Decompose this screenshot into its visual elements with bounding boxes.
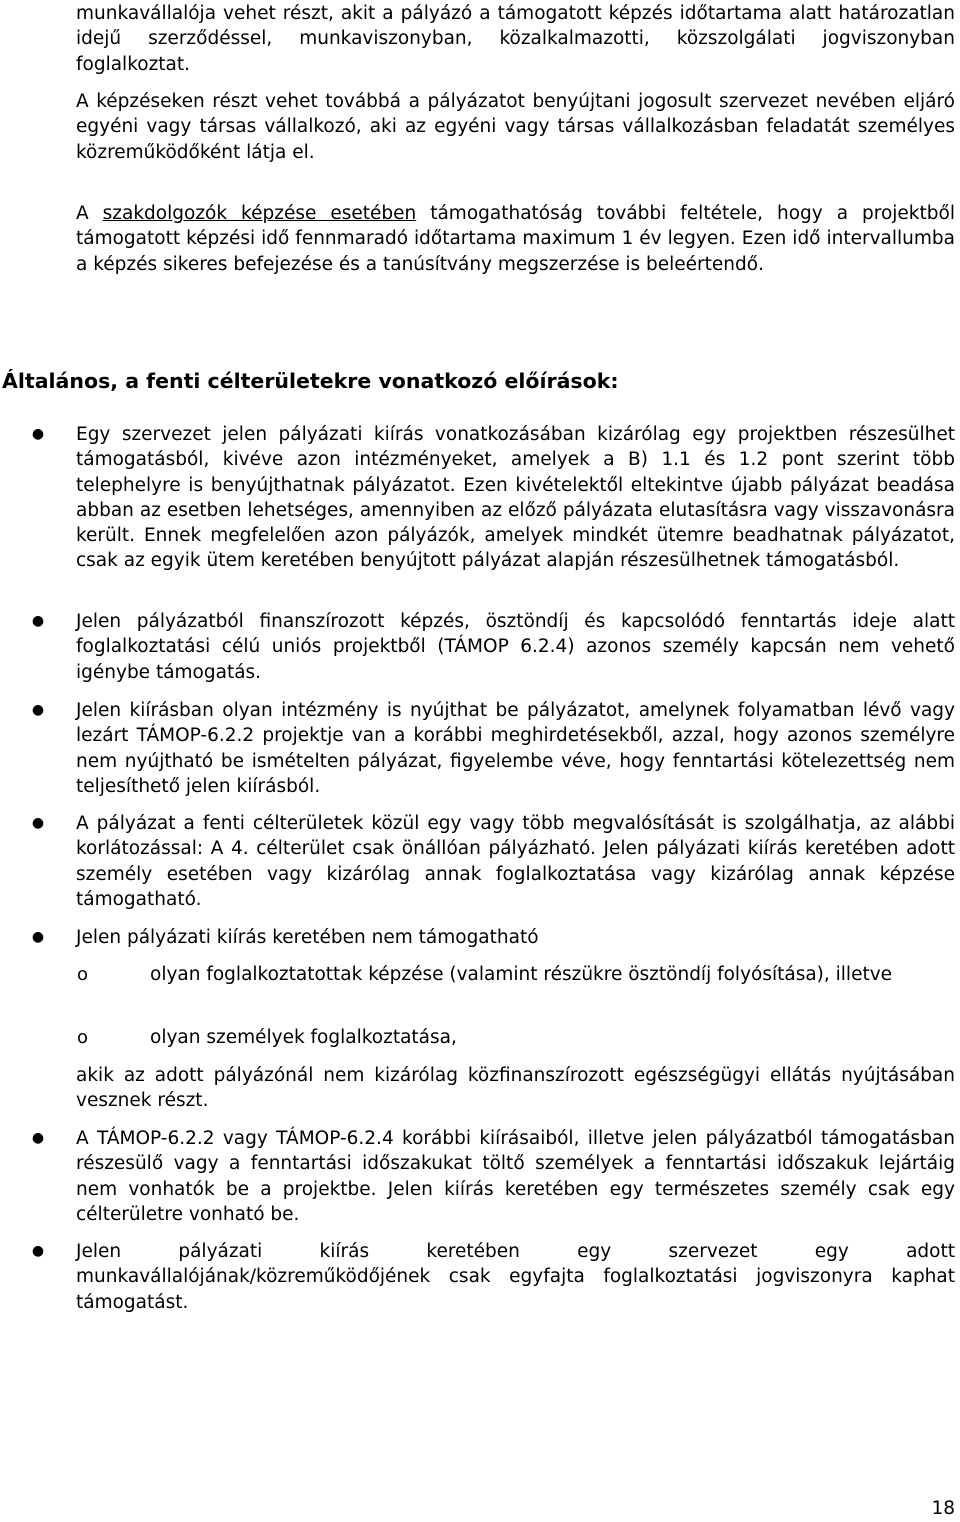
list-item xyxy=(31,925,955,950)
bullet-dot-icon: ● xyxy=(31,1243,45,1259)
sub-list-item xyxy=(77,962,955,987)
bullet-dot-icon: ● xyxy=(31,815,45,831)
page-number: 18 xyxy=(931,1498,955,1519)
sub-list-item xyxy=(77,1025,955,1050)
bullet-dot-icon: ● xyxy=(31,426,45,442)
list-item-text: A pályázat a fenti célterületek közül egy vagy több megvalósítását is szolgálhatja, az alábbi korlátozással: A 4. célterület csak önállóan pályázható. Jelen pályázati kiírás keretében adott személy esetében vagy kizárólag annak foglalkoztatása vagy kizárólag annak képzése támogatható. xyxy=(76,813,955,910)
list-item-text: Egy szervezet jelen pályázati kiírás vonatkozásában kizárólag egy projektben részesülhet támogatásból, kivéve azon intézményeket, amelyek a B) 1.1 és 1.2 pont szerint több telephelyre is benyújthatnak pályázatot. Ezen kivételektől eltekintve újabb pályázat beadása abban az esetben lehetséges, amennyiben az előző pályázata elutasításra vagy visszavonásra került. Ennek megfelelően azon pályázók, amelyek mindkét ütemre beadhatnak pályázatot, csak az egyik ütem keretében benyújtott pályázat alapján részesülhetnek támogatásból. xyxy=(76,424,955,572)
circle-bullet-icon: o xyxy=(77,1027,89,1048)
continuation-paragraph: akik az adott pályázónál nem kizárólag közfinanszírozott egészségügyi ellátás nyújtásában vesznek részt. xyxy=(76,1065,955,1112)
list-item-text: Jelen kiírásban olyan intézmény is nyújthat be pályázatot, amelynek folyamatban lévő vagy lezárt TÁMOP-6.2.2 projektje van a korábbi meghirdetésekből, azzal, hogy azonos személyre nem nyújtható be ismételten pályázat, figyelembe véve, hogy fenntartási kötelezettség nem teljesíthető jelen kiírásból. xyxy=(76,700,955,797)
list-item xyxy=(31,422,955,574)
list-item xyxy=(31,609,955,685)
paragraph-3-rest: támogathatóság további feltétele, hogy a projektből támogatott képzési idő fennmaradó időtartama maximum 1 év legyen. Ezen idő intervallumba a képzés sikeres befejezése és a tanúsítvány megszerzése is beleértendő. xyxy=(76,203,955,275)
bullet-dot-icon: ● xyxy=(31,929,45,945)
list-item-text: A TÁMOP-6.2.2 vagy TÁMOP-6.2.4 korábbi kiírásaiból, illetve jelen pályázatból támogatásban részesülő vagy a fenntartási időszakukat töltő személyek a fenntartási időszakuk lejártáig nem vonhatók be a projektbe. Jelen kiírás keretében egy természetes személy csak egy célterületre vonható be. xyxy=(76,1128,955,1225)
list-item xyxy=(31,811,955,912)
list-item xyxy=(31,698,955,799)
sub-list-item-text: olyan személyek foglalkoztatása, xyxy=(150,1027,457,1048)
sub-list-item-text: olyan foglalkoztatottak képzése (valamint részükre ösztöndíj folyósítása), illetve xyxy=(150,964,893,985)
intro-paragraph-1: munkavállalója vehet részt, akit a pályázó a támogatott képzés időtartama alatt határozatlan idejű szerződéssel, munkaviszonyban, közalkalmazotti, közszolgálati jogviszonyban foglalkoztat. xyxy=(76,3,955,75)
list-item-text: Jelen pályázati kiírás keretében nem támogatható xyxy=(76,927,539,948)
circle-bullet-icon: o xyxy=(77,964,89,985)
bullet-dot-icon: ● xyxy=(31,1130,45,1146)
bullet-dot-icon: ● xyxy=(31,702,45,718)
list-item-text: Jelen pályázatból finanszírozott képzés, ösztöndíj és kapcsolódó fenntartás ideje alatt foglalkoztatási célú uniós projektből (TÁMOP 6.2.4) azonos személy kapcsán nem vehető igénybe támogatás. xyxy=(76,611,955,683)
intro-paragraph-3 xyxy=(76,201,955,277)
list-item xyxy=(31,1239,955,1315)
bullet-dot-icon: ● xyxy=(31,613,45,629)
intro-paragraph-2: A képzéseken részt vehet továbbá a pályázatot benyújtani jogosult szervezet nevében eljáró egyéni vagy társas vállalkozó, aki az egyéni vagy társas vállalkozásban feladatát személyes közreműködőként látja el. xyxy=(76,91,955,163)
section-heading: Általános, a fenti célterületekre vonatkozó előírások: xyxy=(2,369,619,393)
underlined-phrase: szakdolgozók képzése esetében xyxy=(102,203,417,224)
paragraph-3-start: A xyxy=(76,203,103,224)
list-item xyxy=(31,1126,955,1227)
list-item-text: Jelen pályázati kiírás keretében egy szervezet egy adott munkavállalójának/közreműködőjének csak egyfajta foglalkoztatási jogviszonyra kaphat támogatást. xyxy=(76,1241,955,1313)
